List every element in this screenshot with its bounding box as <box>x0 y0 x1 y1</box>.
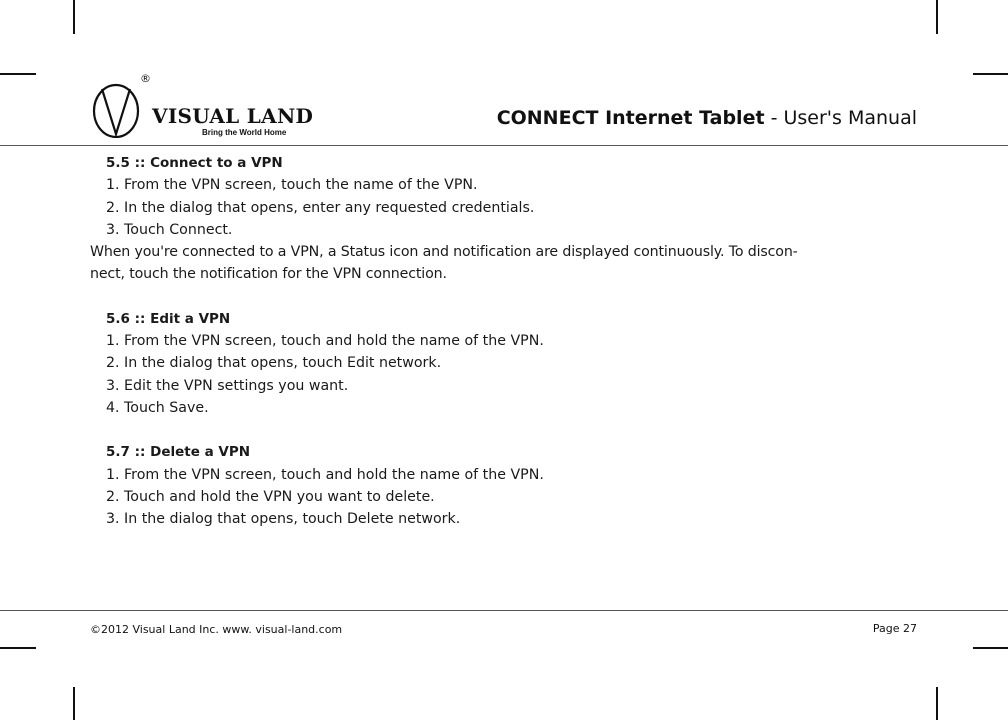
logo-wordmark: VISUAL LAND <box>152 104 314 128</box>
note-line: When you're connected to a VPN, a Status icon and notification are displayed continuously. To discon- <box>90 244 798 261</box>
step-line: 1. From the VPN screen, touch and hold the name of the VPN. <box>106 466 544 483</box>
step-line: 3. In the dialog that opens, touch Delete network. <box>106 511 461 528</box>
header-rule <box>0 145 1008 146</box>
crop-mark <box>973 647 1008 649</box>
step-line: 2. Touch and hold the VPN you want to delete. <box>106 488 435 505</box>
section-edit-vpn <box>90 308 920 419</box>
logo-tagline: Bring the World Home <box>202 128 287 137</box>
step-line: 4. Touch Save. <box>106 399 209 416</box>
footer-rule <box>0 610 1008 611</box>
crop-mark <box>0 73 36 75</box>
crop-mark <box>973 73 1008 75</box>
note-line: nect, touch the notification for the VPN connection. <box>90 266 447 283</box>
page-content <box>90 152 920 552</box>
crop-mark <box>0 647 36 649</box>
step-line: 2. In the dialog that opens, enter any requested credentials. <box>106 199 535 216</box>
step-line: 1. From the VPN screen, touch and hold the name of the VPN. <box>106 333 544 350</box>
registered-mark: ® <box>140 72 151 85</box>
footer-copyright: ©2012 Visual Land Inc. www. visual-land.com <box>90 623 343 636</box>
visual-land-logo <box>90 72 314 138</box>
crop-mark <box>936 0 938 34</box>
page-number: Page 27 <box>872 622 917 635</box>
section-delete-vpn <box>90 441 920 530</box>
step-line: 1. From the VPN screen, touch the name of the VPN. <box>106 177 478 194</box>
step-line: 3. Edit the VPN settings you want. <box>106 377 349 394</box>
section-connect-vpn <box>90 152 920 286</box>
section-title: 5.7 :: Delete a VPN <box>106 444 251 461</box>
step-line: 3. Touch Connect. <box>106 221 233 238</box>
manual-title <box>497 107 917 129</box>
step-line: 2. In the dialog that opens, touch Edit network. <box>106 355 442 372</box>
manual-title-suffix: - User's Manual <box>764 107 917 129</box>
section-title: 5.5 :: Connect to a VPN <box>106 155 283 171</box>
crop-mark <box>73 0 75 34</box>
crop-mark <box>936 687 938 720</box>
section-title: 5.6 :: Edit a VPN <box>106 310 231 327</box>
crop-mark <box>73 687 75 720</box>
manual-title-product: CONNECT Internet Tablet <box>496 107 765 129</box>
